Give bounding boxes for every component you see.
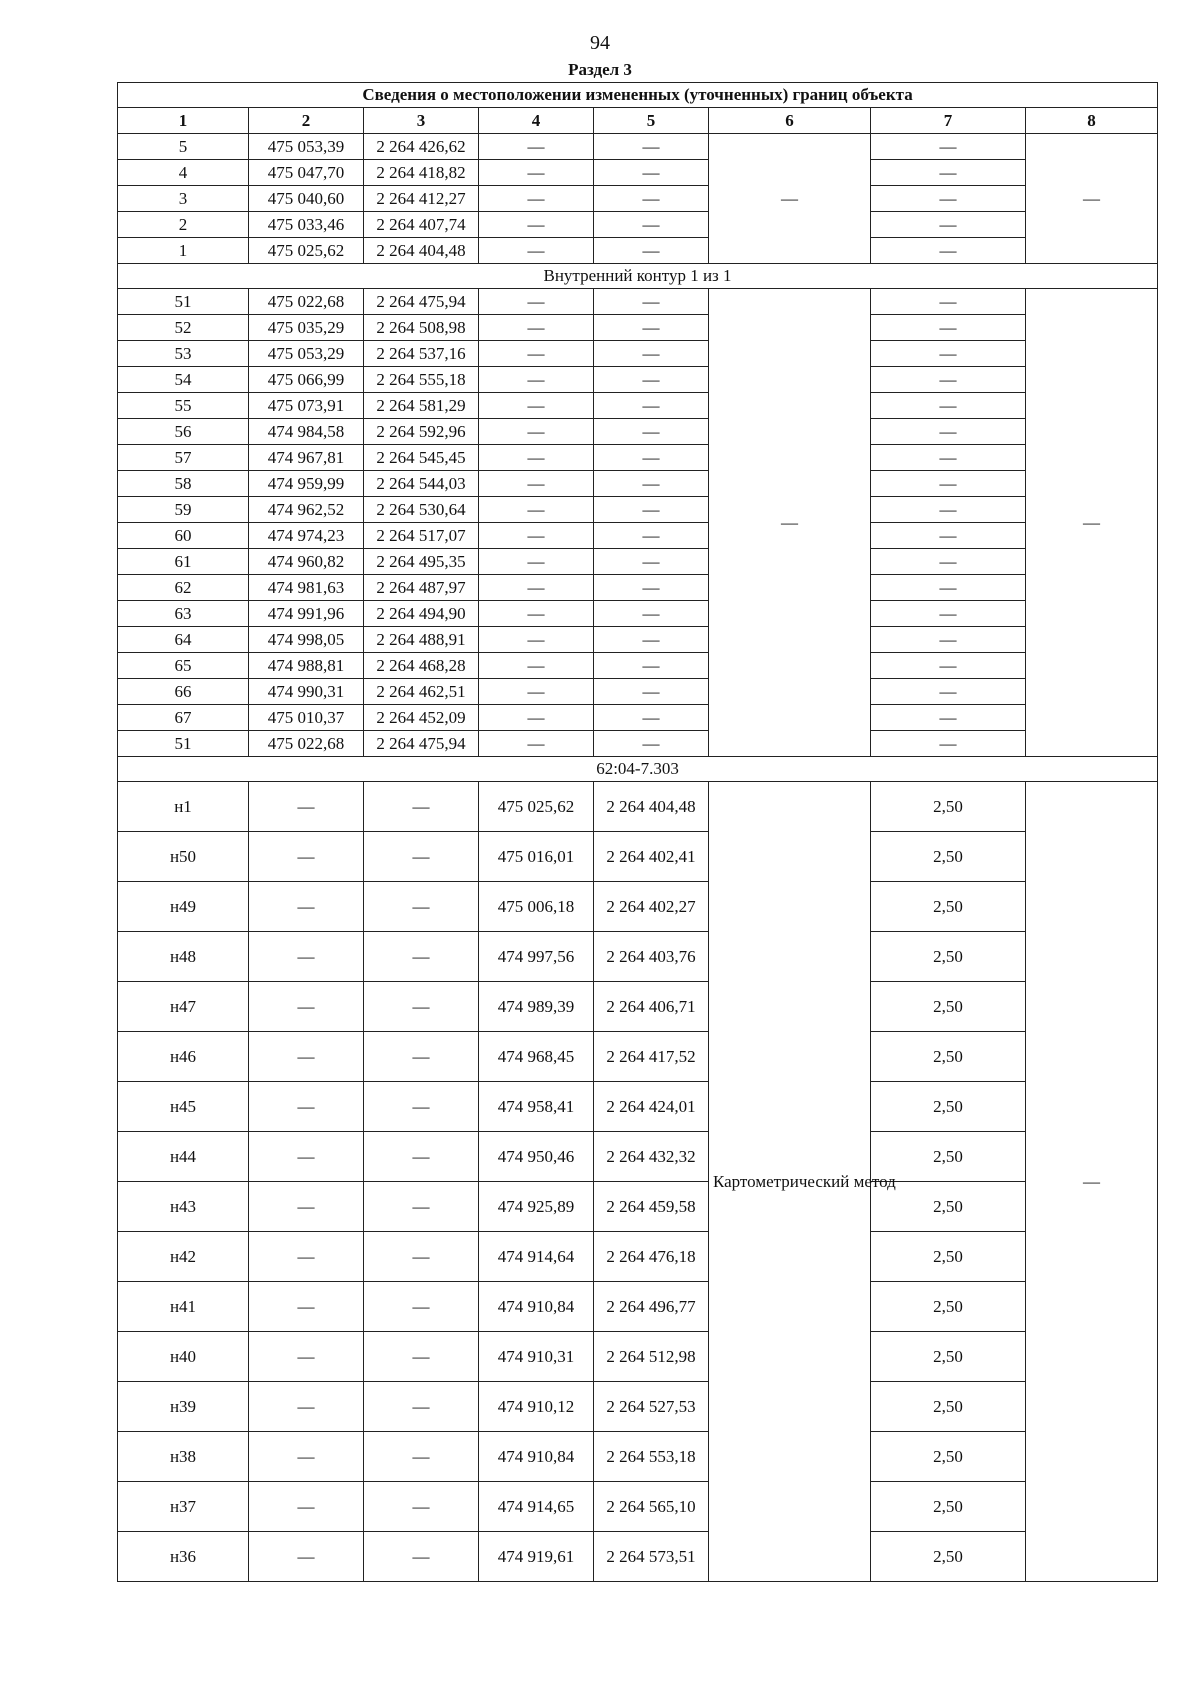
existing-y-cell: 2 264 412,27 (364, 186, 479, 212)
group-row (118, 757, 1158, 782)
existing-y-cell: 2 264 592,96 (364, 419, 479, 445)
new-x-cell: — (479, 679, 594, 705)
accuracy-cell: — (871, 160, 1026, 186)
new-y-cell: — (594, 419, 709, 445)
point-number-cell: н45 (118, 1082, 249, 1132)
new-y-cell: 2 264 432,32 (594, 1132, 709, 1182)
new-y-cell: — (594, 134, 709, 160)
point-number-cell: 54 (118, 367, 249, 393)
accuracy-cell: 2,50 (871, 1182, 1026, 1232)
new-x-cell: 474 989,39 (479, 982, 594, 1032)
table-row (118, 653, 1158, 679)
accuracy-cell: — (871, 627, 1026, 653)
new-x-cell: 474 997,56 (479, 932, 594, 982)
table-row (118, 731, 1158, 757)
point-number-cell: н43 (118, 1182, 249, 1232)
existing-x-cell: 475 035,29 (249, 315, 364, 341)
existing-x-cell: 475 053,29 (249, 341, 364, 367)
table-row (118, 1232, 1158, 1282)
new-y-cell: 2 264 512,98 (594, 1332, 709, 1382)
point-number-cell: н42 (118, 1232, 249, 1282)
new-y-cell: 2 264 459,58 (594, 1182, 709, 1232)
existing-x-cell: — (249, 1182, 364, 1232)
description-cell: — (1026, 134, 1158, 264)
existing-y-cell: 2 264 407,74 (364, 212, 479, 238)
new-x-cell: 474 910,12 (479, 1382, 594, 1432)
new-y-cell: — (594, 367, 709, 393)
new-y-cell: 2 264 406,71 (594, 982, 709, 1032)
table-row (118, 186, 1158, 212)
existing-x-cell: — (249, 932, 364, 982)
new-y-cell: — (594, 575, 709, 601)
column-number: 7 (871, 108, 1026, 134)
point-number-cell: 51 (118, 289, 249, 315)
existing-x-cell: 474 967,81 (249, 445, 364, 471)
existing-x-cell: 474 962,52 (249, 497, 364, 523)
point-number-cell: н37 (118, 1482, 249, 1532)
existing-x-cell: — (249, 782, 364, 832)
new-x-cell: — (479, 445, 594, 471)
column-number-row (118, 108, 1158, 134)
accuracy-cell: — (871, 653, 1026, 679)
existing-y-cell: 2 264 581,29 (364, 393, 479, 419)
accuracy-cell: 2,50 (871, 832, 1026, 882)
point-number-cell: н39 (118, 1382, 249, 1432)
accuracy-cell: — (871, 679, 1026, 705)
table-row (118, 289, 1158, 315)
new-x-cell: 474 910,84 (479, 1282, 594, 1332)
new-y-cell: — (594, 160, 709, 186)
point-number-cell: н48 (118, 932, 249, 982)
new-y-cell: — (594, 341, 709, 367)
point-number-cell: 59 (118, 497, 249, 523)
existing-y-cell: — (364, 832, 479, 882)
accuracy-cell: 2,50 (871, 1482, 1026, 1532)
new-x-cell: — (479, 315, 594, 341)
method-cell: Картометрический метод (709, 782, 871, 1582)
existing-y-cell: 2 264 468,28 (364, 653, 479, 679)
new-x-cell: — (479, 731, 594, 757)
existing-y-cell: — (364, 1082, 479, 1132)
point-number-cell: н38 (118, 1432, 249, 1482)
existing-y-cell: 2 264 475,94 (364, 289, 479, 315)
existing-y-cell: — (364, 1282, 479, 1332)
existing-x-cell: — (249, 832, 364, 882)
existing-x-cell: 475 025,62 (249, 238, 364, 264)
new-x-cell: — (479, 497, 594, 523)
new-x-cell: 474 968,45 (479, 1032, 594, 1082)
new-y-cell: — (594, 497, 709, 523)
existing-x-cell: — (249, 1432, 364, 1482)
accuracy-cell: — (871, 497, 1026, 523)
existing-y-cell: — (364, 1182, 479, 1232)
new-x-cell: 474 958,41 (479, 1082, 594, 1132)
point-number-cell: н49 (118, 882, 249, 932)
page-number: 94 (590, 32, 610, 54)
accuracy-cell: — (871, 445, 1026, 471)
new-y-cell: — (594, 731, 709, 757)
accuracy-cell: 2,50 (871, 1032, 1026, 1082)
existing-y-cell: 2 264 452,09 (364, 705, 479, 731)
accuracy-cell: — (871, 575, 1026, 601)
accuracy-cell: — (871, 341, 1026, 367)
point-number-cell: н50 (118, 832, 249, 882)
table-caption: Сведения о местоположении измененных (уточненных) границ объекта (118, 83, 1158, 108)
existing-y-cell: — (364, 1382, 479, 1432)
existing-x-cell: 474 960,82 (249, 549, 364, 575)
inner-contour-label: Внутренний контур 1 из 1 (118, 264, 1158, 289)
new-y-cell: 2 264 565,10 (594, 1482, 709, 1532)
new-x-cell: — (479, 705, 594, 731)
existing-y-cell: — (364, 1532, 479, 1582)
existing-x-cell: — (249, 1132, 364, 1182)
accuracy-cell: 2,50 (871, 1432, 1026, 1482)
table-row (118, 134, 1158, 160)
new-x-cell: 474 925,89 (479, 1182, 594, 1232)
new-x-cell: 474 914,64 (479, 1232, 594, 1282)
point-number-cell: н41 (118, 1282, 249, 1332)
table-row (118, 679, 1158, 705)
table-row (118, 471, 1158, 497)
existing-y-cell: 2 264 404,48 (364, 238, 479, 264)
point-number-cell: 60 (118, 523, 249, 549)
existing-y-cell: — (364, 1132, 479, 1182)
table-row (118, 523, 1158, 549)
parcel-number-label: 62:04-7.303 (118, 757, 1158, 782)
table-row (118, 1382, 1158, 1432)
accuracy-cell: — (871, 367, 1026, 393)
existing-x-cell: 474 988,81 (249, 653, 364, 679)
new-x-cell: — (479, 419, 594, 445)
table-row (118, 160, 1158, 186)
column-number: 3 (364, 108, 479, 134)
table-row (118, 497, 1158, 523)
new-y-cell: — (594, 315, 709, 341)
new-y-cell: — (594, 627, 709, 653)
existing-x-cell: — (249, 1082, 364, 1132)
new-y-cell: — (594, 471, 709, 497)
existing-y-cell: 2 264 545,45 (364, 445, 479, 471)
point-number-cell: н46 (118, 1032, 249, 1082)
point-number-cell: 55 (118, 393, 249, 419)
new-x-cell: — (479, 627, 594, 653)
table-row (118, 1432, 1158, 1482)
table-row (118, 932, 1158, 982)
new-y-cell: 2 264 424,01 (594, 1082, 709, 1132)
point-number-cell: 53 (118, 341, 249, 367)
new-x-cell: 474 910,84 (479, 1432, 594, 1482)
new-x-cell: — (479, 238, 594, 264)
point-number-cell: 56 (118, 419, 249, 445)
existing-x-cell: — (249, 1232, 364, 1282)
new-y-cell: 2 264 403,76 (594, 932, 709, 982)
new-y-cell: 2 264 527,53 (594, 1382, 709, 1432)
existing-x-cell: 475 033,46 (249, 212, 364, 238)
accuracy-cell: — (871, 186, 1026, 212)
existing-x-cell: 474 974,23 (249, 523, 364, 549)
new-x-cell: 475 016,01 (479, 832, 594, 882)
point-number-cell: 61 (118, 549, 249, 575)
description-cell: — (1026, 289, 1158, 757)
existing-x-cell: — (249, 982, 364, 1032)
existing-x-cell: 474 998,05 (249, 627, 364, 653)
new-y-cell: — (594, 393, 709, 419)
existing-x-cell: 475 066,99 (249, 367, 364, 393)
accuracy-cell: 2,50 (871, 932, 1026, 982)
new-y-cell: 2 264 402,41 (594, 832, 709, 882)
new-y-cell: — (594, 549, 709, 575)
column-number: 2 (249, 108, 364, 134)
existing-y-cell: — (364, 1232, 479, 1282)
point-number-cell: 67 (118, 705, 249, 731)
existing-y-cell: 2 264 495,35 (364, 549, 479, 575)
table-row (118, 1282, 1158, 1332)
new-y-cell: — (594, 186, 709, 212)
table-row (118, 782, 1158, 832)
point-number-cell: н1 (118, 782, 249, 832)
point-number-cell: 5 (118, 134, 249, 160)
new-x-cell: — (479, 160, 594, 186)
description-cell: — (1026, 782, 1158, 1582)
existing-y-cell: 2 264 487,97 (364, 575, 479, 601)
table-row (118, 393, 1158, 419)
accuracy-cell: — (871, 471, 1026, 497)
point-number-cell: 58 (118, 471, 249, 497)
new-x-cell: 475 006,18 (479, 882, 594, 932)
existing-y-cell: — (364, 1032, 479, 1082)
existing-y-cell: 2 264 475,94 (364, 731, 479, 757)
new-y-cell: — (594, 653, 709, 679)
method-cell: — (709, 289, 871, 757)
new-y-cell: — (594, 289, 709, 315)
new-x-cell: 474 914,65 (479, 1482, 594, 1532)
new-y-cell: — (594, 523, 709, 549)
point-number-cell: 66 (118, 679, 249, 705)
point-number-cell: 64 (118, 627, 249, 653)
existing-x-cell: 475 053,39 (249, 134, 364, 160)
existing-y-cell: 2 264 517,07 (364, 523, 479, 549)
new-x-cell: — (479, 212, 594, 238)
table-row (118, 212, 1158, 238)
table-row (118, 575, 1158, 601)
accuracy-cell: — (871, 238, 1026, 264)
table-row (118, 627, 1158, 653)
existing-x-cell: — (249, 1532, 364, 1582)
existing-y-cell: — (364, 1432, 479, 1482)
accuracy-cell: — (871, 705, 1026, 731)
accuracy-cell: 2,50 (871, 1282, 1026, 1332)
existing-x-cell: — (249, 1032, 364, 1082)
existing-y-cell: 2 264 530,64 (364, 497, 479, 523)
table-row (118, 549, 1158, 575)
existing-y-cell: 2 264 508,98 (364, 315, 479, 341)
new-y-cell: — (594, 601, 709, 627)
point-number-cell: 2 (118, 212, 249, 238)
existing-y-cell: 2 264 494,90 (364, 601, 479, 627)
accuracy-cell: 2,50 (871, 1382, 1026, 1432)
new-x-cell: — (479, 653, 594, 679)
table-row (118, 832, 1158, 882)
new-x-cell: — (479, 523, 594, 549)
accuracy-cell: — (871, 315, 1026, 341)
point-number-cell: н36 (118, 1532, 249, 1582)
accuracy-cell: — (871, 212, 1026, 238)
new-x-cell: — (479, 134, 594, 160)
accuracy-cell: — (871, 134, 1026, 160)
point-number-cell: 65 (118, 653, 249, 679)
table-row (118, 367, 1158, 393)
table-row (118, 982, 1158, 1032)
existing-y-cell: 2 264 418,82 (364, 160, 479, 186)
point-number-cell: н47 (118, 982, 249, 1032)
table-row (118, 1032, 1158, 1082)
existing-x-cell: 474 959,99 (249, 471, 364, 497)
method-cell: — (709, 134, 871, 264)
new-x-cell: 475 025,62 (479, 782, 594, 832)
existing-y-cell: — (364, 932, 479, 982)
table-row (118, 705, 1158, 731)
accuracy-cell: — (871, 523, 1026, 549)
table-row (118, 1332, 1158, 1382)
table-row (118, 601, 1158, 627)
accuracy-cell: 2,50 (871, 782, 1026, 832)
accuracy-cell: 2,50 (871, 1082, 1026, 1132)
table-row (118, 341, 1158, 367)
new-x-cell: 474 919,61 (479, 1532, 594, 1582)
existing-y-cell: — (364, 1332, 479, 1382)
new-x-cell: — (479, 575, 594, 601)
accuracy-cell: 2,50 (871, 1332, 1026, 1382)
table-row (118, 315, 1158, 341)
point-number-cell: 63 (118, 601, 249, 627)
accuracy-cell: — (871, 289, 1026, 315)
table-row (118, 419, 1158, 445)
existing-x-cell: 475 010,37 (249, 705, 364, 731)
new-x-cell: — (479, 341, 594, 367)
accuracy-cell: — (871, 419, 1026, 445)
new-y-cell: 2 264 417,52 (594, 1032, 709, 1082)
existing-x-cell: — (249, 882, 364, 932)
new-y-cell: 2 264 476,18 (594, 1232, 709, 1282)
boundary-coordinates-table (117, 82, 1158, 1582)
point-number-cell: 57 (118, 445, 249, 471)
existing-x-cell: — (249, 1482, 364, 1532)
existing-x-cell: — (249, 1332, 364, 1382)
new-x-cell: — (479, 367, 594, 393)
column-number: 6 (709, 108, 871, 134)
new-x-cell: — (479, 393, 594, 419)
point-number-cell: 3 (118, 186, 249, 212)
table-row (118, 1532, 1158, 1582)
existing-x-cell: 474 990,31 (249, 679, 364, 705)
accuracy-cell: 2,50 (871, 1232, 1026, 1282)
new-y-cell: — (594, 238, 709, 264)
new-y-cell: 2 264 553,18 (594, 1432, 709, 1482)
existing-x-cell: 475 040,60 (249, 186, 364, 212)
table-row (118, 1132, 1158, 1182)
section-title: Раздел 3 (568, 60, 632, 79)
existing-x-cell: 475 022,68 (249, 731, 364, 757)
existing-x-cell: 475 047,70 (249, 160, 364, 186)
new-y-cell: 2 264 404,48 (594, 782, 709, 832)
existing-x-cell: — (249, 1282, 364, 1332)
new-x-cell: — (479, 601, 594, 627)
new-y-cell: 2 264 573,51 (594, 1532, 709, 1582)
table-row (118, 445, 1158, 471)
column-number: 5 (594, 108, 709, 134)
existing-y-cell: 2 264 462,51 (364, 679, 479, 705)
existing-y-cell: — (364, 1482, 479, 1532)
accuracy-cell: 2,50 (871, 1132, 1026, 1182)
new-x-cell: — (479, 471, 594, 497)
point-number-cell: 1 (118, 238, 249, 264)
existing-x-cell: 475 022,68 (249, 289, 364, 315)
new-x-cell: — (479, 289, 594, 315)
accuracy-cell: — (871, 393, 1026, 419)
accuracy-cell: — (871, 731, 1026, 757)
existing-y-cell: 2 264 555,18 (364, 367, 479, 393)
new-y-cell: 2 264 402,27 (594, 882, 709, 932)
existing-x-cell: 474 991,96 (249, 601, 364, 627)
point-number-cell: н44 (118, 1132, 249, 1182)
existing-y-cell: — (364, 882, 479, 932)
group-row (118, 264, 1158, 289)
existing-x-cell: — (249, 1382, 364, 1432)
new-x-cell: 474 950,46 (479, 1132, 594, 1182)
table-row (118, 238, 1158, 264)
accuracy-cell: — (871, 601, 1026, 627)
table-row (118, 1482, 1158, 1532)
existing-x-cell: 474 984,58 (249, 419, 364, 445)
point-number-cell: 62 (118, 575, 249, 601)
accuracy-cell: 2,50 (871, 1532, 1026, 1582)
new-y-cell: — (594, 679, 709, 705)
existing-y-cell: 2 264 426,62 (364, 134, 479, 160)
new-y-cell: — (594, 705, 709, 731)
existing-y-cell: — (364, 782, 479, 832)
existing-y-cell: — (364, 982, 479, 1032)
table-row (118, 1182, 1158, 1232)
new-x-cell: — (479, 549, 594, 575)
existing-x-cell: 474 981,63 (249, 575, 364, 601)
new-x-cell: — (479, 186, 594, 212)
accuracy-cell: 2,50 (871, 882, 1026, 932)
new-x-cell: 474 910,31 (479, 1332, 594, 1382)
new-y-cell: — (594, 445, 709, 471)
point-number-cell: 51 (118, 731, 249, 757)
accuracy-cell: — (871, 549, 1026, 575)
table-row (118, 882, 1158, 932)
accuracy-cell: 2,50 (871, 982, 1026, 1032)
existing-y-cell: 2 264 537,16 (364, 341, 479, 367)
point-number-cell: 52 (118, 315, 249, 341)
column-number: 4 (479, 108, 594, 134)
point-number-cell: 4 (118, 160, 249, 186)
table-row (118, 1082, 1158, 1132)
existing-y-cell: 2 264 488,91 (364, 627, 479, 653)
new-y-cell: 2 264 496,77 (594, 1282, 709, 1332)
existing-y-cell: 2 264 544,03 (364, 471, 479, 497)
column-number: 1 (118, 108, 249, 134)
point-number-cell: н40 (118, 1332, 249, 1382)
new-y-cell: — (594, 212, 709, 238)
existing-x-cell: 475 073,91 (249, 393, 364, 419)
column-number: 8 (1026, 108, 1158, 134)
